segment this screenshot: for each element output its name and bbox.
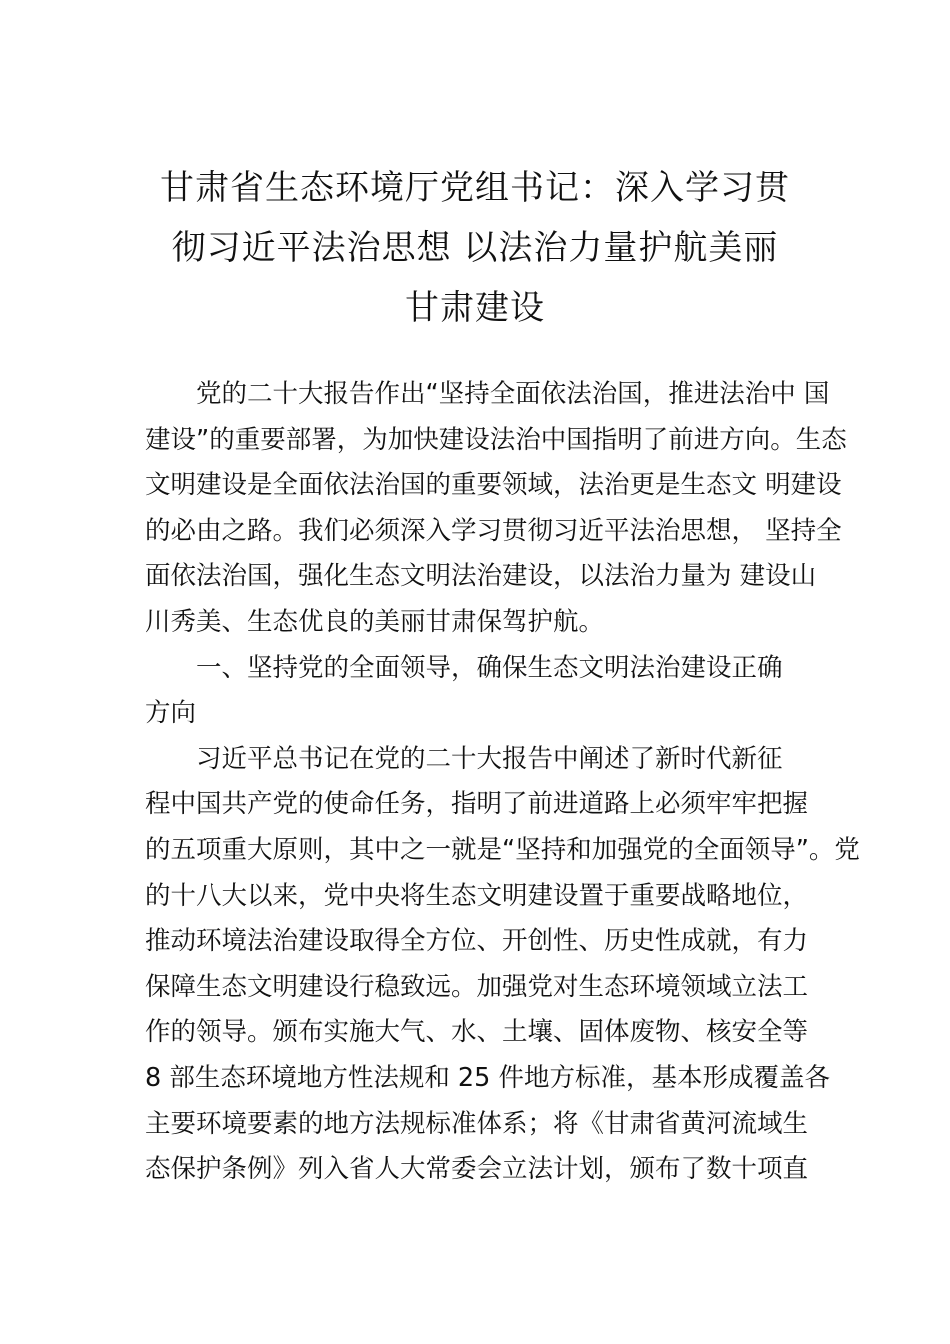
paragraph-line: 党的二十大报告作出“坚持全面依法治国，推进法治中 国	[196, 379, 830, 409]
paragraph-line: 面依法治国，强化生态文明法治建设，以法治力量为 建设山	[145, 561, 817, 592]
paragraph-line: 的必由之路。我们必须深入学习贯彻习近平法治思想， 坚持全	[145, 515, 842, 546]
title-line: 甘肃建设	[405, 288, 545, 328]
paragraph-line: 作的领导。颁布实施大气、水、土壤、固体废物、核安全等	[145, 1017, 809, 1048]
paragraph-line: 8 部生态环境地方性法规和 25 件地方标准，基本形成覆盖各	[145, 1062, 830, 1093]
paragraph-line: 推动环境法治建设取得全方位、开创性、历史性成就，有力	[145, 926, 809, 957]
section-heading-line: 方向	[145, 698, 197, 729]
paragraph-line: 文明建设是全面依法治国的重要领域，法治更是生态文 明建设	[145, 470, 842, 501]
paragraph-line: 的五项重大原则，其中之一就是“坚持和加强党的全面领导”。党	[145, 834, 860, 865]
paragraph-line: 程中国共产党的使命任务，指明了前进道路上必须牢牢把握	[145, 789, 809, 820]
paragraph-line: 川秀美、生态优良的美丽甘肃保驾护航。	[145, 606, 605, 637]
document-title	[0, 158, 950, 338]
title-line: 彻习近平法治思想 以法治力量护航美丽	[171, 228, 779, 268]
paragraph-line: 态保护条例》列入省人大常委会立法计划，颁布了数十项直	[145, 1154, 809, 1185]
paragraph-line: 的十八大以来，党中央将生态文明建设置于重要战略地位，	[145, 880, 809, 911]
paragraph-line: 建设”的重要部署，为加快建设法治中国指明了前进方向。生态	[145, 424, 847, 455]
paragraph-line: 主要环境要素的地方法规标准体系；将《甘肃省黄河流域生	[145, 1108, 809, 1139]
section-heading-line: 一、坚持党的全面领导，确保生态文明法治建设正确	[196, 652, 783, 683]
paragraph-line: 保障生态文明建设行稳致远。加强党对生态环境领域立法工	[145, 971, 809, 1002]
title-line: 甘肃省生态环境厅党组书记：深入学习贯	[160, 168, 790, 208]
document-body	[145, 372, 860, 1193]
paragraph-line: 习近平总书记在党的二十大报告中阐述了新时代新征	[196, 743, 783, 774]
